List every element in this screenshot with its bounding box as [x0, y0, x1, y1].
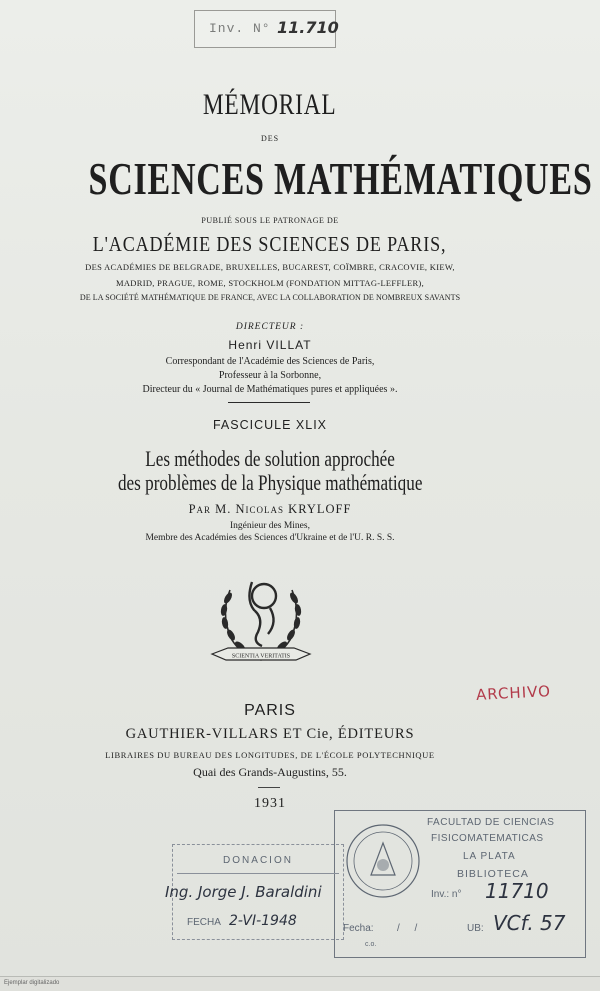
- facultad-line-3: LA PLATA: [463, 851, 516, 862]
- fascicule-label: FASCICULE XLIX: [212, 418, 328, 432]
- donacion-donor: Ing. Jorge J. Baraldini: [165, 883, 322, 901]
- facultad-fecha-value: / /: [397, 923, 424, 934]
- academie-line: L'ACADÉMIE DES SCIENCES DE PARIS,: [93, 232, 447, 256]
- facultad-inv-label: Inv.: n°: [431, 889, 462, 900]
- work-title-line-1: Les méthodes de solution approchée: [145, 446, 395, 471]
- facultad-inv-value: 11710: [485, 879, 549, 903]
- publisher-address: Quai des Grands-Augustins, 55.: [193, 765, 347, 779]
- inventory-number: 11.710: [277, 18, 339, 37]
- facultad-ub-value: VCf. 57: [493, 911, 566, 935]
- academies-line-3: DE LA SOCIÉTÉ MATHÉMATIQUE DE FRANCE, AVEC LA COLLABORATION DE NOMBREUX SAVANTS: [79, 293, 461, 302]
- donacion-rule: [177, 873, 339, 874]
- main-title: SCIENCES MATHÉMATIQUES: [88, 153, 593, 204]
- director-name: Henri VILLAT: [228, 338, 312, 352]
- work-title-2-wrap: [0, 470, 540, 496]
- work-title-line-2: des problèmes de la Physique mathématique: [117, 470, 423, 495]
- main-title-wrap: [0, 152, 593, 205]
- facultad-line-2: FISICOMATEMATICAS: [431, 833, 544, 844]
- director-line-1: Correspondant de l'Académie des Sciences de Paris,: [165, 356, 375, 367]
- publie-line: PUBLIÉ SOUS LE PATRONAGE DE: [201, 216, 339, 225]
- author-affiliation-1: Ingénieur des Mines,: [230, 521, 310, 531]
- academies-line-2: MADRID, PRAGUE, ROME, STOCKHOLM (FONDATION MITTAG-LEFFLER),: [116, 278, 424, 288]
- director-line-3: Directeur du « Journal de Mathématiques pures et appliquées ».: [142, 384, 398, 395]
- author-line: [0, 502, 540, 517]
- emblem-motto: SCIENTIA VERITATIS: [231, 653, 291, 660]
- author-affiliation-2: Membre des Académies des Sciences d'Ukraine et de l'U. R. S. S.: [145, 533, 395, 543]
- author-name: Par M. Nicolas KRYLOFF: [188, 502, 352, 516]
- facultad-line-1: FACULTAD DE CIENCIAS: [427, 817, 555, 828]
- university-seal-icon: [343, 821, 423, 901]
- footer-text: Ejemplar digitalizado: [4, 980, 60, 986]
- archivo-annotation: ARCHIVO: [475, 682, 552, 704]
- footer-strip: [0, 976, 600, 991]
- donacion-fecha-value: 2-VI-1948: [229, 913, 297, 929]
- series-title: MÉMORIAL: [203, 88, 337, 121]
- director-line-2: Professeur à la Sorbonne,: [218, 370, 322, 381]
- series-des: DES: [260, 134, 280, 143]
- inventory-label: Inv. N°: [209, 21, 271, 36]
- donacion-stamp: [165, 844, 344, 940]
- facultad-ub-label: UB:: [467, 923, 484, 934]
- publisher-city: PARIS: [244, 702, 296, 719]
- publisher-name: GAUTHIER-VILLARS ET Cie, ÉDITEURS: [125, 726, 415, 742]
- publication-year: 1931: [254, 796, 286, 811]
- donacion-fecha-label: FECHA: [187, 917, 221, 928]
- donacion-title: DONACION: [223, 855, 293, 866]
- director-label: DIRECTEUR :: [235, 322, 305, 332]
- short-rule: [258, 787, 280, 788]
- academies-line-1: DES ACADÉMIES DE BELGRADE, BRUXELLES, BUCAREST, COÏMBRE, CRACOVIE, KIEW,: [85, 262, 455, 272]
- academie-wrap: [0, 232, 540, 257]
- facultad-co: c.o.: [365, 941, 377, 948]
- publisher-emblem: [206, 560, 316, 674]
- facultad-fecha-label: Fecha:: [343, 923, 374, 934]
- facultad-line-4: BIBLIOTECA: [457, 868, 529, 880]
- work-title-1-wrap: [0, 446, 540, 472]
- inventory-stamp: [194, 10, 339, 48]
- publisher-libraires: LIBRAIRES DU BUREAU DES LONGITUDES, DE L'ÉCOLE POLYTECHNIQUE: [105, 750, 435, 760]
- series-title-wrap: [0, 88, 540, 122]
- divider-rule: [228, 402, 310, 403]
- facultad-library-stamp: [334, 810, 586, 958]
